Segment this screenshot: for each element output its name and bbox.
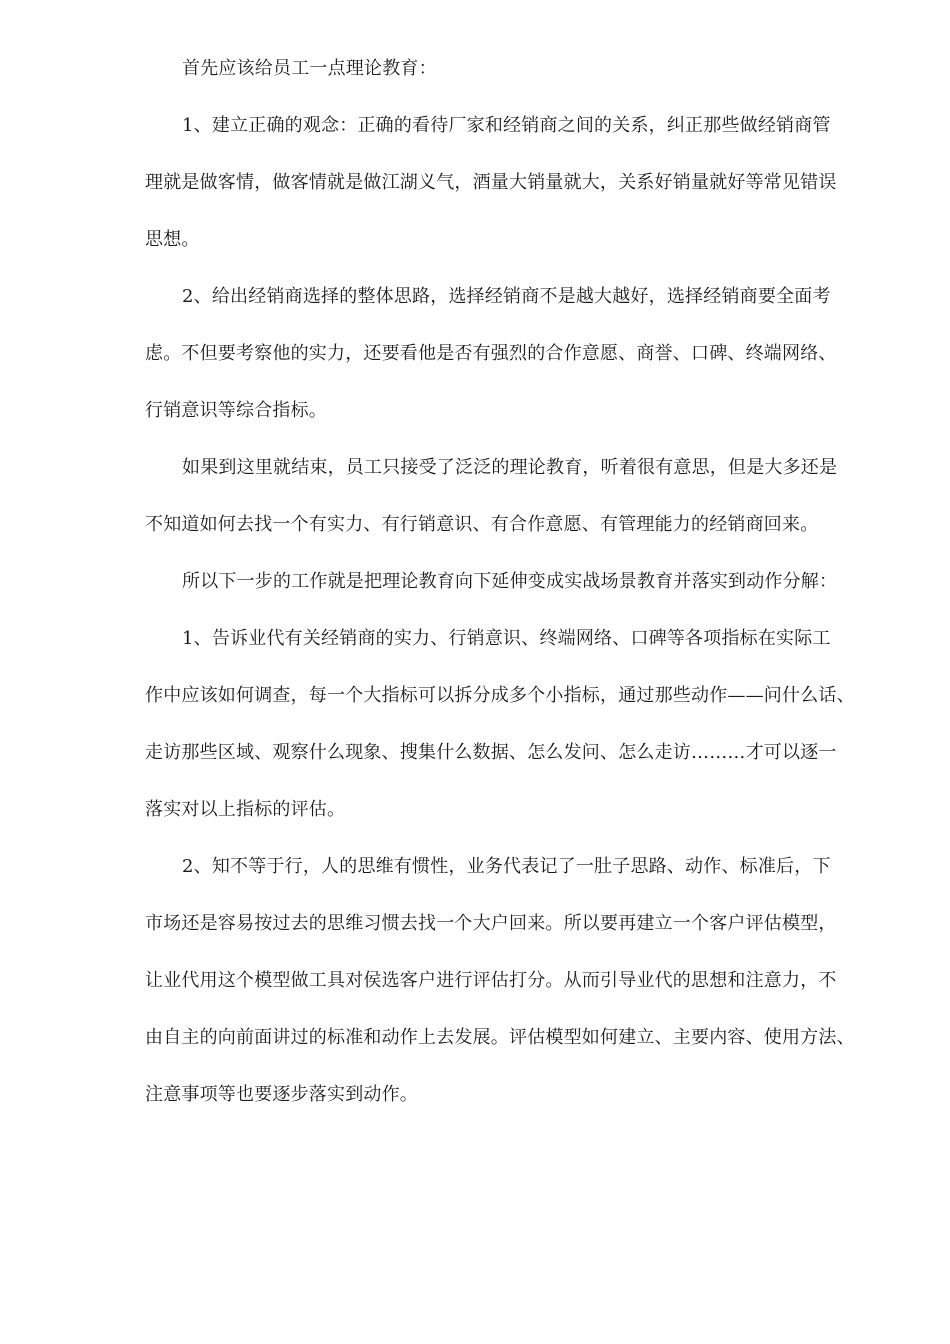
text-line: 市场还是容易按过去的思维习惯去找一个大户回来。所以要再建立一个客户评估模型， [145,913,837,934]
paragraph-intro [145,40,885,97]
text-line: 思想。 [145,229,200,250]
text-line: 1、告诉业代有关经销商的实力、行销意识、终端网络、口碑等各项指标在实际工 [182,628,831,649]
text-line: 首先应该给员工一点理论教育： [182,58,437,79]
document-body [145,40,885,1123]
text-line: 如果到这里就结束，员工只接受了泛泛的理论教育，听着很有意思，但是大多还是 [182,457,838,478]
paragraph-transition [145,439,885,553]
paragraph-step-1 [145,610,885,838]
text-line: 让业代用这个模型做工具对侯选客户进行评估打分。从而引导业代的思想和注意力，不 [145,970,837,991]
text-line: 2、知不等于行，人的思维有惯性，业务代表记了一肚子思路、动作、标准后，下 [182,856,831,877]
paragraph-next-step [145,553,885,610]
text-line: 虑。不但要考察他的实力，还要看他是否有强烈的合作意愿、商誉、口碑、终端网络、 [145,343,837,364]
text-line: 2、给出经销商选择的整体思路，选择经销商不是越大越好，选择经销商要全面考 [182,286,831,307]
text-line: 所以下一步的工作就是把理论教育向下延伸变成实战场景教育并落实到动作分解： [182,571,838,592]
text-line: 1、建立正确的观念：正确的看待厂家和经销商之间的关系，纠正那些做经销商管 [182,115,831,136]
paragraph-step-2 [145,838,885,1123]
text-line: 注意事项等也要逐步落实到动作。 [145,1084,418,1105]
text-line: 走访那些区域、观察什么现象、搜集什么数据、怎么发问、怎么走访………才可以逐一 [145,742,837,763]
text-line: 落实对以上指标的评估。 [145,799,346,820]
text-line: 作中应该如何调查，每一个大指标可以拆分成多个小指标，通过那些动作——问什么话、 [145,685,855,706]
text-line: 由自主的向前面讲过的标准和动作上去发展。评估模型如何建立、主要内容、使用方法、 [145,1027,855,1048]
text-line: 不知道如何去找一个有实力、有行销意识、有合作意愿、有管理能力的经销商回来。 [145,514,819,535]
text-line: 行销意识等综合指标。 [145,400,327,421]
paragraph-point-1 [145,97,885,268]
paragraph-point-2 [145,268,885,439]
text-line: 理就是做客情，做客情就是做江湖义气，酒量大销量就大，关系好销量就好等常见错误 [145,172,837,193]
